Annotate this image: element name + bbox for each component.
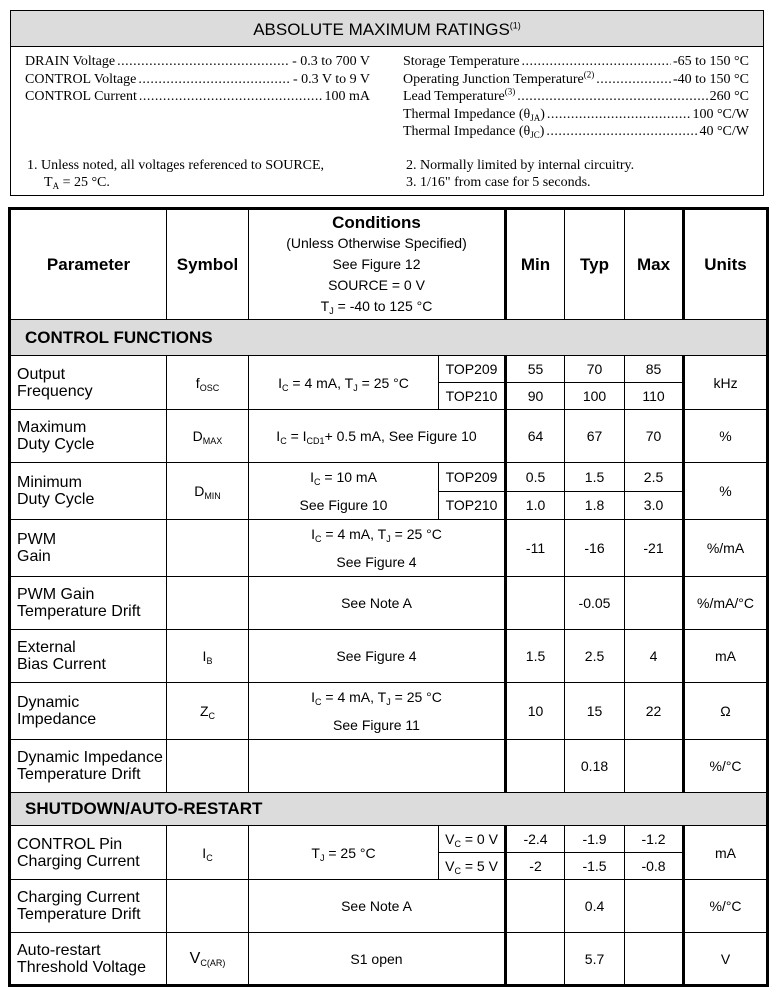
symbol-cell — [167, 630, 249, 683]
parameter-line: Duty Cycle — [17, 436, 95, 453]
text-part: = I — [286, 428, 307, 444]
text-part: See Note A — [341, 595, 412, 611]
typ-value: 0.18 — [565, 740, 625, 793]
max-value: 3.0 — [625, 491, 684, 520]
variant-label — [439, 383, 506, 410]
min-value: 90 — [506, 383, 565, 410]
min-value — [506, 933, 565, 986]
ratings-title-note: (1) — [509, 20, 521, 31]
footnote-1-line: 1. Unless noted, all voltages referenced to SOURCE, — [27, 158, 325, 173]
conditions-cell — [249, 463, 439, 520]
condition-line — [249, 845, 438, 861]
units-cell: %/mA — [684, 520, 768, 577]
text-part: = 25 °C — [390, 689, 442, 705]
rating-value: -65 to 150 °C — [673, 54, 749, 69]
parameter-line: Output — [17, 365, 66, 383]
rating-name — [25, 53, 115, 71]
max-value: 22 — [625, 683, 684, 740]
parameter-line: Charging Current — [17, 889, 140, 906]
units-cell: %/°C — [684, 880, 768, 933]
table-row — [10, 630, 768, 683]
absolute-maximum-ratings — [10, 10, 764, 196]
header-parameter: Parameter — [10, 209, 167, 320]
min-value: 10 — [506, 683, 565, 740]
text-part: See Figure 11 — [333, 717, 420, 733]
header-max: Max — [625, 209, 684, 320]
text-part: = 5 V — [460, 858, 498, 874]
text-part: Thermal Impedance (θ — [403, 124, 531, 139]
text-part: = 25 °C — [357, 374, 409, 391]
subscript: JA — [530, 112, 541, 123]
min-value: 64 — [506, 410, 565, 463]
text-part: V — [189, 949, 201, 967]
text-part: = 10 mA — [320, 469, 377, 485]
text-part: See Figure 4 — [336, 648, 417, 664]
rating-name — [403, 53, 520, 71]
rating-item — [403, 53, 749, 71]
conditions-title: Conditions — [332, 213, 421, 232]
footnote-3: 3. 1/16" from case for 5 seconds. — [406, 175, 591, 190]
condition-line — [249, 428, 504, 444]
text-part: See Figure 4 — [336, 554, 417, 570]
text-part: = 4 mA, T — [321, 689, 387, 705]
rating-name — [25, 88, 137, 106]
variant-label — [439, 356, 506, 383]
condition-line — [249, 491, 438, 519]
min-value: -2 — [506, 853, 565, 880]
symbol-cell — [167, 463, 249, 520]
conditions-cell — [249, 683, 506, 740]
ratings-title — [11, 11, 763, 47]
units-cell: mA — [684, 826, 768, 880]
rating-item — [403, 68, 749, 89]
parameter-line: Threshold Voltage — [17, 958, 146, 976]
header-typ: Typ — [565, 209, 625, 320]
rating-name — [403, 106, 545, 124]
max-value — [625, 740, 684, 793]
units-cell: % — [684, 463, 768, 520]
dot-leader — [547, 106, 691, 124]
subscript: J — [319, 852, 325, 863]
typ-value: 2.5 — [565, 630, 625, 683]
table-row — [10, 880, 768, 933]
text-part: I — [311, 526, 316, 542]
units-cell: V — [684, 933, 768, 986]
text-part: DRAIN Voltage — [25, 54, 116, 69]
text-part: CONTROL Voltage — [25, 71, 137, 87]
dot-leader — [546, 123, 697, 141]
t-sub: A — [52, 181, 60, 191]
conditions-cell — [249, 630, 506, 683]
subscript: B — [206, 656, 213, 666]
text-part: V — [445, 858, 455, 874]
text-part: D — [192, 428, 203, 444]
electrical-characteristics-table — [8, 207, 769, 987]
t-value: = 25 °C. — [59, 175, 110, 190]
condition-line — [249, 951, 504, 967]
typ-value: 1.8 — [565, 491, 625, 520]
parameter-cell — [10, 683, 167, 740]
superscript: (3) — [504, 86, 516, 97]
subscript: C — [454, 839, 461, 849]
tj-sub: J — [329, 306, 334, 316]
dot-leader — [522, 53, 671, 71]
rating-item — [25, 71, 370, 89]
conditions-cell — [249, 577, 506, 630]
text-part: Lead Temperature — [403, 89, 505, 104]
subscript: C — [454, 866, 461, 876]
rating-name — [403, 68, 595, 89]
header-units: Units — [684, 209, 768, 320]
typ-value: 0.4 — [565, 880, 625, 933]
symbol-cell — [167, 410, 249, 463]
section-label: CONTROL FUNCTIONS — [10, 320, 768, 356]
text-part: I — [202, 648, 207, 664]
text-part: Thermal Impedance (θ — [403, 106, 531, 122]
typ-value: 67 — [565, 410, 625, 463]
parameter-line: Gain — [17, 548, 51, 565]
parameter-line: Temperature Drift — [17, 603, 141, 620]
min-value: -11 — [506, 520, 565, 577]
parameter-cell — [10, 880, 167, 933]
typ-value: -0.05 — [565, 577, 625, 630]
footnote-1 — [27, 157, 324, 191]
rating-item — [25, 88, 370, 106]
rating-value: 40 °C/W — [699, 124, 749, 139]
ratings-left-column — [25, 53, 370, 106]
max-value: 110 — [625, 383, 684, 410]
text-part: Z — [199, 703, 209, 719]
text-part: f — [195, 374, 200, 391]
text-part: D — [194, 483, 205, 499]
subscript: C — [315, 697, 322, 707]
text-part: = 25 °C — [324, 844, 376, 861]
typ-value: 5.7 — [565, 933, 625, 986]
condition-line — [249, 595, 504, 611]
max-value: 2.5 — [625, 463, 684, 492]
subscript: MIN — [204, 491, 221, 501]
tj-range: = -40 to 125 °C — [333, 298, 433, 314]
subscript: C — [280, 436, 287, 446]
symbol-cell — [167, 520, 249, 577]
text-part: TOP209 — [445, 468, 498, 485]
subscript: JC — [530, 130, 540, 140]
units-cell: % — [684, 410, 768, 463]
footnotes-2-3 — [406, 157, 634, 191]
max-value: -0.8 — [625, 853, 684, 880]
max-value: 85 — [625, 356, 684, 383]
parameter-cell — [10, 410, 167, 463]
rating-name — [403, 123, 544, 141]
text-part: S1 open — [350, 950, 403, 967]
parameter-line: Impedance — [17, 711, 97, 728]
min-value: 55 — [506, 356, 565, 383]
text-part: I — [311, 689, 316, 705]
min-value — [506, 880, 565, 933]
conditions-cell — [249, 410, 506, 463]
typ-value: -1.9 — [565, 826, 625, 853]
parameter-line: Maximum — [17, 419, 87, 436]
units-cell: kHz — [684, 356, 768, 410]
subscript: CD1 — [306, 436, 325, 446]
table-row — [10, 463, 768, 492]
min-value — [506, 740, 565, 793]
superscript: (2) — [583, 68, 595, 79]
conditions-cell — [249, 356, 439, 410]
variant-label — [439, 491, 506, 520]
rating-item — [403, 88, 749, 106]
table-row — [10, 933, 768, 986]
conditions-cell — [249, 740, 506, 793]
table-row — [10, 356, 768, 383]
parameter-line: PWM — [17, 531, 57, 548]
condition-line — [249, 898, 504, 914]
subscript: OSC — [199, 382, 220, 393]
subscript: C(AR) — [200, 957, 226, 968]
condition-line — [249, 375, 438, 391]
min-value: 1.5 — [506, 630, 565, 683]
rating-value: 100 mA — [324, 89, 370, 104]
table-row — [10, 410, 768, 463]
rating-name — [403, 88, 515, 106]
conditions-line: (Unless Otherwise Specified) — [286, 235, 467, 251]
subscript: C — [282, 382, 289, 393]
max-value: -21 — [625, 520, 684, 577]
table-row — [10, 520, 768, 577]
text-part: I — [276, 428, 281, 444]
subscript: C — [313, 477, 321, 487]
section-row — [10, 320, 768, 356]
conditions-cell — [249, 933, 506, 986]
ratings-title-text: ABSOLUTE MAXIMUM RATINGS — [253, 20, 510, 39]
table-row — [10, 577, 768, 630]
text-part: ) — [540, 106, 545, 122]
subscript: J — [386, 534, 391, 544]
header-symbol: Symbol — [167, 209, 249, 320]
subscript: J — [386, 697, 391, 707]
parameter-line: Auto-restart — [17, 941, 101, 959]
condition-line — [249, 548, 504, 576]
typ-value: 1.5 — [565, 463, 625, 492]
conditions-line: SOURCE = 0 V — [328, 277, 425, 293]
ratings-right-column — [403, 53, 749, 141]
typ-value: 15 — [565, 683, 625, 740]
parameter-line: Temperature Drift — [17, 766, 141, 783]
symbol-cell — [167, 880, 249, 933]
text-part: T — [311, 844, 320, 861]
subscript: MAX — [202, 436, 223, 446]
dot-leader — [139, 88, 323, 106]
parameter-line: Dynamic — [17, 694, 80, 711]
dot-leader — [117, 53, 290, 71]
symbol-cell — [167, 740, 249, 793]
parameter-cell — [10, 463, 167, 520]
subscript: J — [353, 382, 358, 393]
parameter-line: CONTROL Pin — [17, 835, 123, 853]
header-conditions — [249, 209, 506, 320]
condition-line — [249, 711, 504, 739]
parameter-cell — [10, 520, 167, 577]
parameter-line: Dynamic Impedance — [17, 749, 163, 766]
min-value — [506, 577, 565, 630]
text-part: I — [202, 844, 207, 861]
text-part: Operating Junction Temperature — [403, 71, 584, 87]
dot-leader — [138, 71, 291, 89]
symbol-cell — [167, 577, 249, 630]
footnote-1-line2 — [27, 174, 324, 191]
rating-value: - 0.3 V to 9 V — [292, 71, 370, 87]
condition-line — [249, 463, 438, 491]
text-part: TOP210 — [445, 388, 498, 404]
conditions-cell — [249, 880, 506, 933]
typ-value: -16 — [565, 520, 625, 577]
rating-value: 100 °C/W — [692, 106, 749, 122]
max-value: 70 — [625, 410, 684, 463]
variant-label — [439, 853, 506, 880]
rating-value: 260 °C — [709, 89, 749, 104]
max-value — [625, 577, 684, 630]
parameter-line: Temperature Drift — [17, 906, 141, 923]
conditions-cell — [249, 826, 439, 880]
table-row — [10, 740, 768, 793]
symbol-cell — [167, 356, 249, 410]
symbol-cell — [167, 826, 249, 880]
rating-item — [403, 123, 749, 141]
footnote-2: 2. Normally limited by internal circuitry. — [406, 158, 635, 173]
text-part: TOP209 — [445, 361, 498, 377]
condition-line — [249, 520, 504, 548]
parameter-line: External — [17, 639, 76, 656]
text-part: = 4 mA, T — [288, 374, 354, 391]
subscript: C — [208, 711, 216, 721]
units-cell: %/mA/°C — [684, 577, 768, 630]
parameter-cell — [10, 933, 167, 986]
parameter-cell — [10, 826, 167, 880]
t-symbol: T — [44, 175, 53, 190]
text-part: CONTROL Current — [25, 89, 137, 104]
rating-value: - 0.3 to 700 V — [292, 54, 370, 69]
text-part: I — [278, 374, 283, 391]
condition-line — [249, 683, 504, 711]
units-cell: Ω — [684, 683, 768, 740]
parameter-line: PWM Gain — [17, 586, 95, 603]
rating-item — [25, 53, 370, 71]
rating-name — [25, 71, 136, 89]
max-value — [625, 880, 684, 933]
units-cell: %/°C — [684, 740, 768, 793]
text-part: See Note A — [341, 898, 412, 914]
text-part: TOP210 — [445, 497, 498, 514]
min-value: 1.0 — [506, 491, 565, 520]
rating-item — [403, 106, 749, 124]
text-part: I — [310, 469, 314, 485]
parameter-cell — [10, 740, 167, 793]
parameter-line: Minimum — [17, 474, 82, 491]
text-part: ) — [539, 124, 545, 139]
typ-value: 100 — [565, 383, 625, 410]
symbol-cell — [167, 683, 249, 740]
conditions-line — [249, 296, 504, 317]
min-value: -2.4 — [506, 826, 565, 853]
symbol-cell — [167, 933, 249, 986]
parameter-line: Charging Current — [17, 852, 140, 870]
text-part: Storage Temperature — [403, 54, 520, 69]
text-part: = 4 mA, T — [321, 526, 387, 542]
table-row — [10, 826, 768, 853]
parameter-cell — [10, 630, 167, 683]
conditions-line: See Figure 12 — [332, 256, 421, 272]
variant-label — [439, 826, 506, 853]
text-part: + 0.5 mA, See Figure 10 — [324, 428, 477, 444]
subscript: C — [315, 534, 322, 544]
subscript: C — [206, 852, 213, 863]
condition-line — [249, 648, 504, 664]
parameter-line: Frequency — [17, 382, 93, 400]
header-row — [10, 209, 768, 320]
conditions-cell — [249, 520, 506, 577]
parameter-line: Bias Current — [17, 656, 106, 673]
tj-symbol: T — [320, 298, 330, 314]
typ-value: 70 — [565, 356, 625, 383]
max-value: -1.2 — [625, 826, 684, 853]
min-value: 0.5 — [506, 463, 565, 492]
parameter-line: Duty Cycle — [17, 491, 95, 508]
units-cell: mA — [684, 630, 768, 683]
text-part: = 0 V — [460, 831, 498, 847]
parameter-cell — [10, 577, 167, 630]
header-min: Min — [506, 209, 565, 320]
variant-label — [439, 463, 506, 492]
section-row — [10, 793, 768, 826]
section-label: SHUTDOWN/AUTO-RESTART — [10, 793, 768, 826]
max-value: 4 — [625, 630, 684, 683]
typ-value: -1.5 — [565, 853, 625, 880]
parameter-cell — [10, 356, 167, 410]
text-part: V — [445, 831, 455, 847]
text-part: See Figure 10 — [299, 497, 388, 513]
dot-leader — [517, 88, 707, 106]
table-row — [10, 683, 768, 740]
rating-value: -40 to 150 °C — [673, 71, 749, 87]
max-value — [625, 933, 684, 986]
dot-leader — [596, 71, 671, 89]
text-part: = 25 °C — [390, 526, 442, 542]
